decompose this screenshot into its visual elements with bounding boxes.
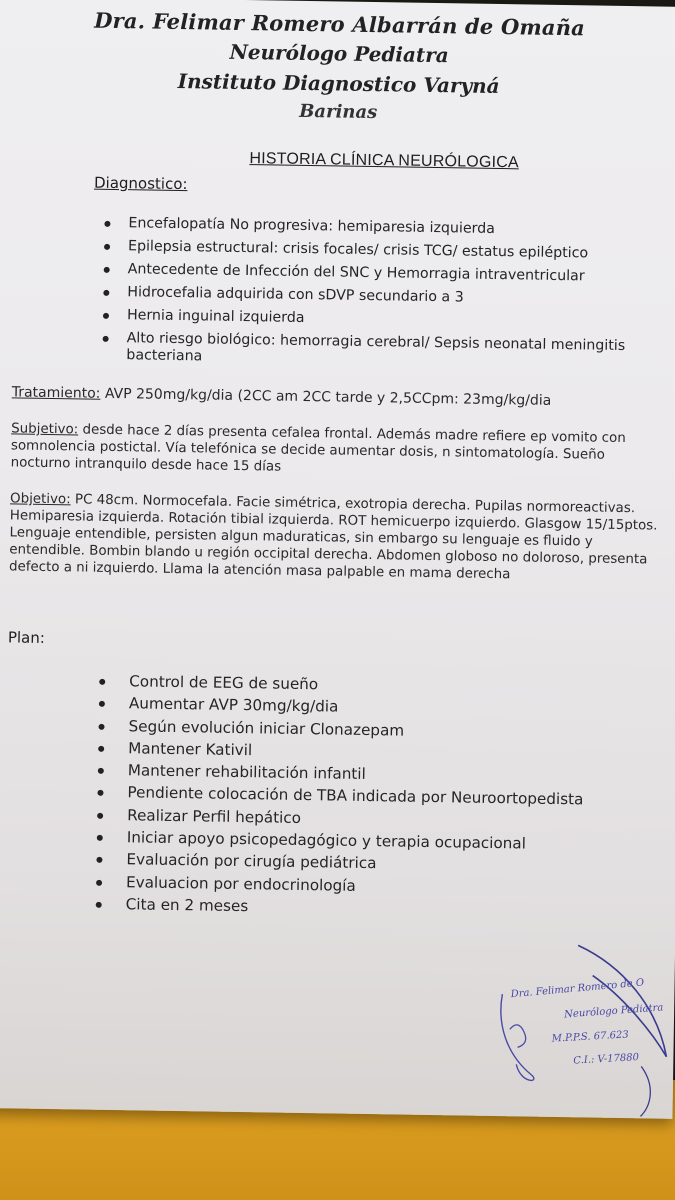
institute-name: Instituto Diagnostico Varyná (177, 68, 500, 99)
tratamiento-label: Tratamiento: (11, 384, 101, 402)
list-item: Encefalopatía No progresiva: hemiparesia izquierda (128, 212, 658, 243)
list-item: Hidrocefalia adquirida con sDVP secundario a 3 (127, 281, 657, 312)
bullet-icon (96, 857, 102, 863)
bullet-icon (104, 221, 110, 227)
plan-list (126, 670, 586, 922)
bullet-icon (98, 723, 104, 729)
bullet-icon (98, 746, 104, 752)
stamp-line-1: Dra. Felimar Romero de O (510, 977, 645, 1001)
diagnostico-label: Diagnostico: (93, 173, 188, 194)
bullet-icon (99, 701, 105, 707)
list-item: Mantener rehabilitación infantil (128, 759, 584, 788)
list-item: Según evolución iniciar Clonazepam (128, 715, 584, 744)
document-title: HISTORIA CLÍNICA NEURÓLOGICA (249, 150, 519, 172)
list-item: Realizar Perfil hepático (127, 804, 583, 833)
diagnostico-list (126, 212, 658, 372)
subjetivo-text: desde hace 2 días presenta cefalea frontal. Además madre refiere ep vomito con somnolencia postictal. Vía telefónica se decide aumentar dosis, n sintomatología. Sueño nocturno intranquilo desde hace 15 días (10, 422, 626, 475)
subjetivo-label: Subjetivo: (11, 421, 79, 438)
bullet-icon (98, 768, 104, 774)
list-item: Evaluación por cirugía pediátrica (126, 849, 582, 878)
list-item: Pendiente colocación de TBA indicada por Neuroortopedista (127, 782, 583, 811)
bullet-icon (96, 879, 102, 885)
list-item: Hernia inguinal izquierda (127, 304, 657, 335)
list-item: Evaluacion por endocrinología (126, 871, 582, 900)
bullet-icon (103, 313, 109, 319)
objetivo-label: Objetivo: (9, 491, 71, 508)
list-item: Aumentar AVP 30mg/kg/dia (129, 693, 585, 722)
list-item: Alto riesgo biológico: hemorragia cerebral/ Sepsis neonatal meningitis bacteriana (126, 327, 657, 372)
plan-label: Plan: (7, 628, 46, 647)
doctor-stamp (480, 934, 673, 1122)
bullet-icon (104, 244, 110, 250)
doctor-name: Dra. Felimar Romero Albarrán de Omaña (94, 7, 586, 41)
bullet-icon (96, 902, 102, 908)
subjetivo-section (11, 420, 662, 481)
bullet-icon (97, 813, 103, 819)
stamp-line-4: C.I.: V-17880 (573, 1052, 640, 1067)
list-item: Mantener Kativil (128, 737, 584, 766)
stamp-line-2: Neurólogo Pediatra (563, 1002, 664, 1021)
list-item: Antecedente de Infección del SNC y Hemorragia intraventricular (128, 258, 658, 289)
bullet-icon (99, 679, 105, 685)
tratamiento-text: AVP 250mg/kg/dia (2CC am 2CC tarde y 2,5CCpm: 23mg/kg/dia (104, 385, 552, 409)
objetivo-text: PC 48cm. Normocefala. Facie simétrica, exotropia derecha. Pupilas normoreactivas. Hemiparesia izquierda. Rotación tibial izquierda. ROT hemicuerpo izquierdo. Glasgow 15/15ptos. Lenguaje entendible, persisten algun maduraticas, sin embargo su lenguaje es fluido y entendible. Bombin blando u región occipital derecha. Abdomen globoso no doloroso, presenta defecto a ni izquierdo. Llama la atención masa palpable en mama derecha (8, 492, 658, 583)
bullet-icon (97, 790, 103, 796)
bullet-icon (103, 336, 109, 342)
list-item: Epilepsia estructural: crisis focales/ crisis TCG/ estatus epiléptico (128, 235, 658, 266)
tratamiento-section (12, 384, 662, 411)
bullet-icon (104, 267, 110, 273)
list-item: Control de EEG de sueño (129, 670, 585, 699)
signature-icon (480, 934, 673, 1122)
bullet-icon (103, 290, 109, 296)
doctor-specialty: Neurólogo Pediatra (229, 39, 449, 68)
list-item: Cita en 2 meses (126, 893, 582, 922)
list-item: Iniciar apoyo psicopedagógico y terapia ocupacional (127, 826, 583, 855)
stamp-line-3: M.P.P.S. 67.623 (551, 1029, 629, 1045)
objetivo-section (9, 490, 660, 585)
bullet-icon (97, 835, 103, 841)
city-name: Barinas (299, 100, 378, 124)
